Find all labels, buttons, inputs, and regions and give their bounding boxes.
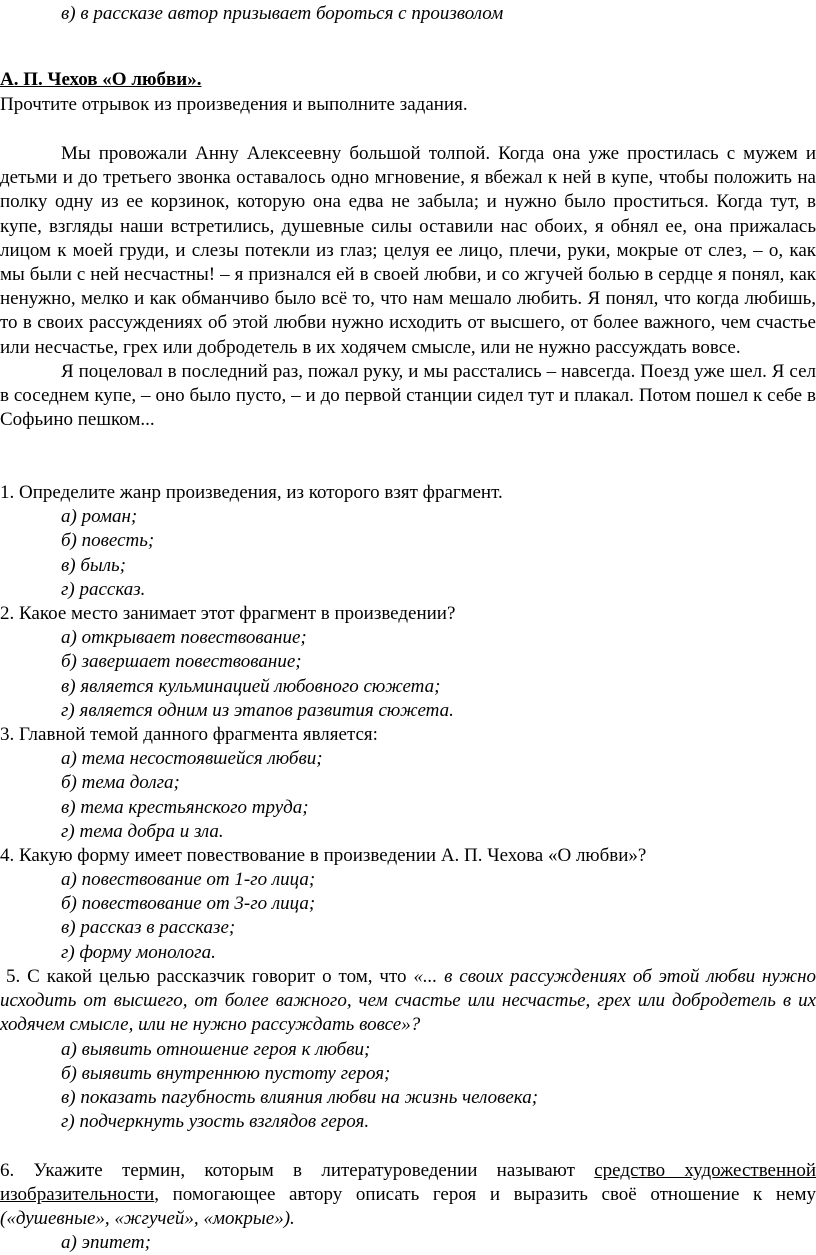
q5-option-b: б) выявить внутреннюю пустоту героя; <box>61 1063 391 1084</box>
q5-option-a: а) выявить отношение героя к любви; <box>61 1039 371 1060</box>
q3-option-a: а) тема несостоявшейся любви; <box>61 748 323 769</box>
q2-option-b: б) завершает повествование; <box>61 651 302 672</box>
question-1: 1. Определите жанр произведения, из которого взят фрагмент. <box>0 482 503 503</box>
top-option: в) в рассказе автор призывает бороться с произволом <box>61 3 504 24</box>
q2-option-a: а) открывает повествование; <box>61 627 307 648</box>
q4-option-c: в) рассказ в рассказе; <box>61 917 236 938</box>
q6-text: 6. Укажите термин, которым в литературоведении называют <box>0 1160 595 1181</box>
q5-option-c: в) показать пагубность влияния любви на жизнь человека; <box>61 1087 539 1108</box>
q6-text-mid: , помогающее автору описать героя и выразить своё отношение к нему <box>154 1184 816 1206</box>
q3-option-c: в) тема крестьянского труда; <box>61 797 309 818</box>
question-5 <box>0 965 816 1038</box>
q4-option-d: г) форму монолога. <box>61 942 216 963</box>
excerpt <box>0 142 816 432</box>
q3-option-d: г) тема добра и зла. <box>61 821 224 842</box>
q3-option-b: б) тема долга; <box>61 772 180 793</box>
excerpt-paragraph-1: Мы провожали Анну Алексеевну большой толпой. Когда она уже простилась с мужем и детьми и до третьего звонка оставалось одно мгновение, я вбежал к ней в купе, чтобы положить на полку одну из ее корзинок, которую она едва не забыла; и нужно было проститься. Когда тут, в купе, взгляды наши встретились, душевные силы оставили нас обоих, я обнял ее, она прижалась лицом к моей груди, и слезы потекли из глаз; целуя ее лицо, плечи, руки, мокрые от слез, – о, как мы были с ней несчастны! – я признался ей в своей любви, и со жгучей болью в сердце я понял, как ненужно, мелко и как обманчиво было всё то, что нам мешало любить. Я понял, что когда любишь, то в своих рассуждениях об этой любви нужно исходить от высшего, от более важного, чем счастье или несчастье, грех или добродетель в их ходячем смысле, или не нужно рассуждать вовсе. <box>0 143 816 358</box>
q1-option-c: в) быль; <box>61 555 127 576</box>
q1-option-b: б) повесть; <box>61 530 155 551</box>
question-4: 4. Какую форму имеет повествование в произведении А. П. Чехова «О любви»? <box>0 845 647 866</box>
question-3: 3. Главной темой данного фрагмента является: <box>0 724 378 745</box>
section-title: А. П. Чехов «О любви». <box>0 69 202 90</box>
q2-option-d: г) является одним из этапов развития сюжета. <box>61 700 454 721</box>
q1-option-a: а) роман; <box>61 506 138 527</box>
question-6 <box>0 1159 816 1232</box>
question-2: 2. Какое место занимает этот фрагмент в произведении? <box>0 603 456 624</box>
q6-examples: («душевные», «жгучей», «мокрые»). <box>0 1208 295 1230</box>
q5-text: 5. С какой целью рассказчик говорит о том, что <box>6 966 414 987</box>
q5-option-d: г) подчеркнуть узость взглядов героя. <box>61 1111 370 1132</box>
q2-option-c: в) является кульминацией любовного сюжета; <box>61 676 441 697</box>
q4-option-a: а) повествование от 1-го лица; <box>61 869 316 890</box>
q6-term: средство художественной изобразительности <box>0 1160 816 1206</box>
q6-option-a: а) эпитет; <box>61 1232 151 1253</box>
instruction: Прочтите отрывок из произведения и выполните задания. <box>0 94 468 115</box>
excerpt-paragraph-2: Я поцеловал в последний раз, пожал руку, и мы расстались – навсегда. Поезд уже шел. Я сел в соседнем купе, – оно было пусто, – и до первой станции сидел тут и плакал. Потом пошел к себе в Софьино пешком... <box>0 360 816 431</box>
q5-quote: «... в своих рассуждениях об этой любви нужно исходить от высшего, от более важного, чем счастье или несчастье, грех или добродетель в их ходячем смысле, или не нужно рассуждать вовсе»? <box>0 966 816 1036</box>
q4-option-b: б) повествование от 3-го лица; <box>61 893 316 914</box>
q1-option-d: г) рассказ. <box>61 579 146 600</box>
